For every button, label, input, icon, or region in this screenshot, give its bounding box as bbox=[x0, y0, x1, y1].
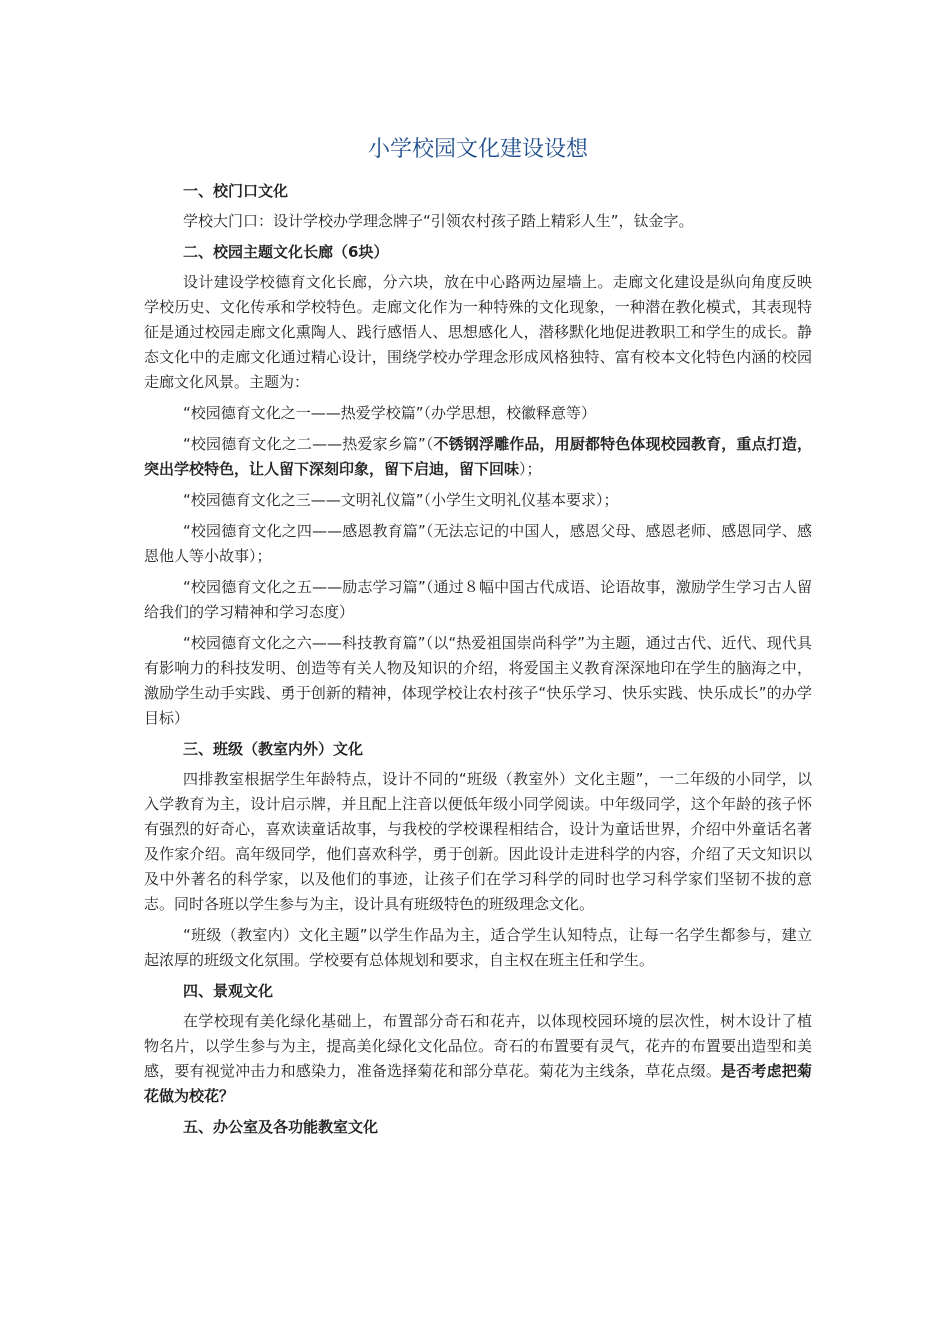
landscape-question: 是否考虑把菊花做为校花？ bbox=[144, 1062, 812, 1105]
section-heading-class: 三、班级（教室内外）文化 bbox=[183, 740, 364, 758]
paragraph-corridor-theme-4: “校园德育文化之四——感恩教育篇”（无法忘记的中国人，感恩父母、感恩老师、感恩同学、感恩他人等小故事）； bbox=[144, 522, 812, 565]
paragraph-class-outside: 四排教室根据学生年龄特点，设计不同的“班级（教室外）文化主题”，一二年级的小同学，以入学教育为主，设计启示牌，并且配上注音以便低年级小同学阅读。中年级同学，这个年龄的孩子怀有强烈的好奇心，喜欢读童话故事，与我校的学校课程相结合，设计为童话世界，介绍中外童话名著及作家介绍。高年级同学，他们喜欢科学，勇于创新。因此设计走进科学的内容，介绍了天文知识以及中外著名的科学家，以及他们的事迹，让孩子们在学习科学的同时也学习科学家们坚韧不拔的意志。同时各班以学生参与为主，设计具有班级特色的班级理念文化。 bbox=[144, 770, 812, 913]
paragraph-corridor-intro: 设计建设学校德育文化长廊，分六块，放在中心路两边屋墙上。走廊文化建设是纵向角度反映学校历史、文化传承和学校特色。走廊文化作为一种特殊的文化现象，一种潜在教化模式，其表现特征是通过校园走廊文化熏陶人、践行感悟人、思想感化人，潜移默化地促进教职工和学生的成长。静态文化中的走廊文化通过精心设计，围绕学校办学理念形成风格独特、富有校本文化特色内涵的校园走廊文化风景。主题为： bbox=[144, 273, 812, 391]
paragraph-class-inside: “班级（教室内）文化主题”以学生作品为主，适合学生认知特点，让每一名学生都参与，建立起浓厚的班级文化氛围。学校要有总体规划和要求，自主权在班主任和学生。 bbox=[144, 926, 812, 969]
section-heading-corridor: 二、校园主题文化长廊（6块） bbox=[183, 243, 389, 261]
theme-2-emphasis: 不锈钢浮雕作品，用厨都特色体现校园教育，重点打造，突出学校特色，让人留下深刻印象，留下启迪，留下回味 bbox=[144, 435, 812, 478]
page-title: 小学校园文化建设设想 bbox=[367, 137, 588, 162]
landscape-text: 在学校现有美化绿化基础上，布置部分奇石和花卉，以体现校园环境的层次性，树木设计了植物名片，以学生参与为主，提高美化绿化文化品位。奇石的布置要有灵气，花卉的布置要出造型和美感，要有视觉冲击力和感染力，准备选择菊花和部分草花。菊花为主线条，草花点缀。 bbox=[144, 1012, 812, 1080]
theme-2-lead: “校园德育文化之二——热爱家乡篇”（ bbox=[183, 435, 434, 453]
theme-2-tail: ）； bbox=[519, 460, 542, 478]
document-body bbox=[144, 132, 812, 1142]
paragraph-landscape bbox=[144, 1006, 812, 1112]
paragraph-corridor-theme-1: “校园德育文化之一——热爱学校篇”（办学思想，校徽释意等） bbox=[183, 404, 597, 422]
section-heading-gate: 一、校门口文化 bbox=[183, 182, 289, 200]
section-heading-offices: 五、办公室及各功能教室文化 bbox=[183, 1118, 379, 1136]
paragraph-corridor-theme-3: “校园德育文化之三——文明礼仪篇”（小学生文明礼仪基本要求）； bbox=[183, 491, 619, 509]
paragraph-corridor-theme-6: “校园德育文化之六——科技教育篇”（以“热爱祖国崇尚科学”为主题，通过古代、近代、现代具有影响力的科技发明、创造等有关人物及知识的介绍，将爱国主义教育深深地印在学生的脑海之中，激励学生动手实践、勇于创新的精神，体现学校让农村孩子“快乐学习、快乐实践、快乐成长”的办学目标） bbox=[144, 634, 812, 727]
section-heading-landscape: 四、景观文化 bbox=[183, 982, 274, 1000]
paragraph-gate: 学校大门口：设计学校办学理念牌子“引领农村孩子踏上精彩人生”，钛金字。 bbox=[183, 212, 694, 230]
paragraph-corridor-theme-5: “校园德育文化之五——励志学习篇”（通过８幅中国古代成语、论语故事，激励学生学习古人留给我们的学习精神和学习态度） bbox=[144, 578, 812, 621]
paragraph-corridor-theme-2 bbox=[144, 429, 812, 485]
